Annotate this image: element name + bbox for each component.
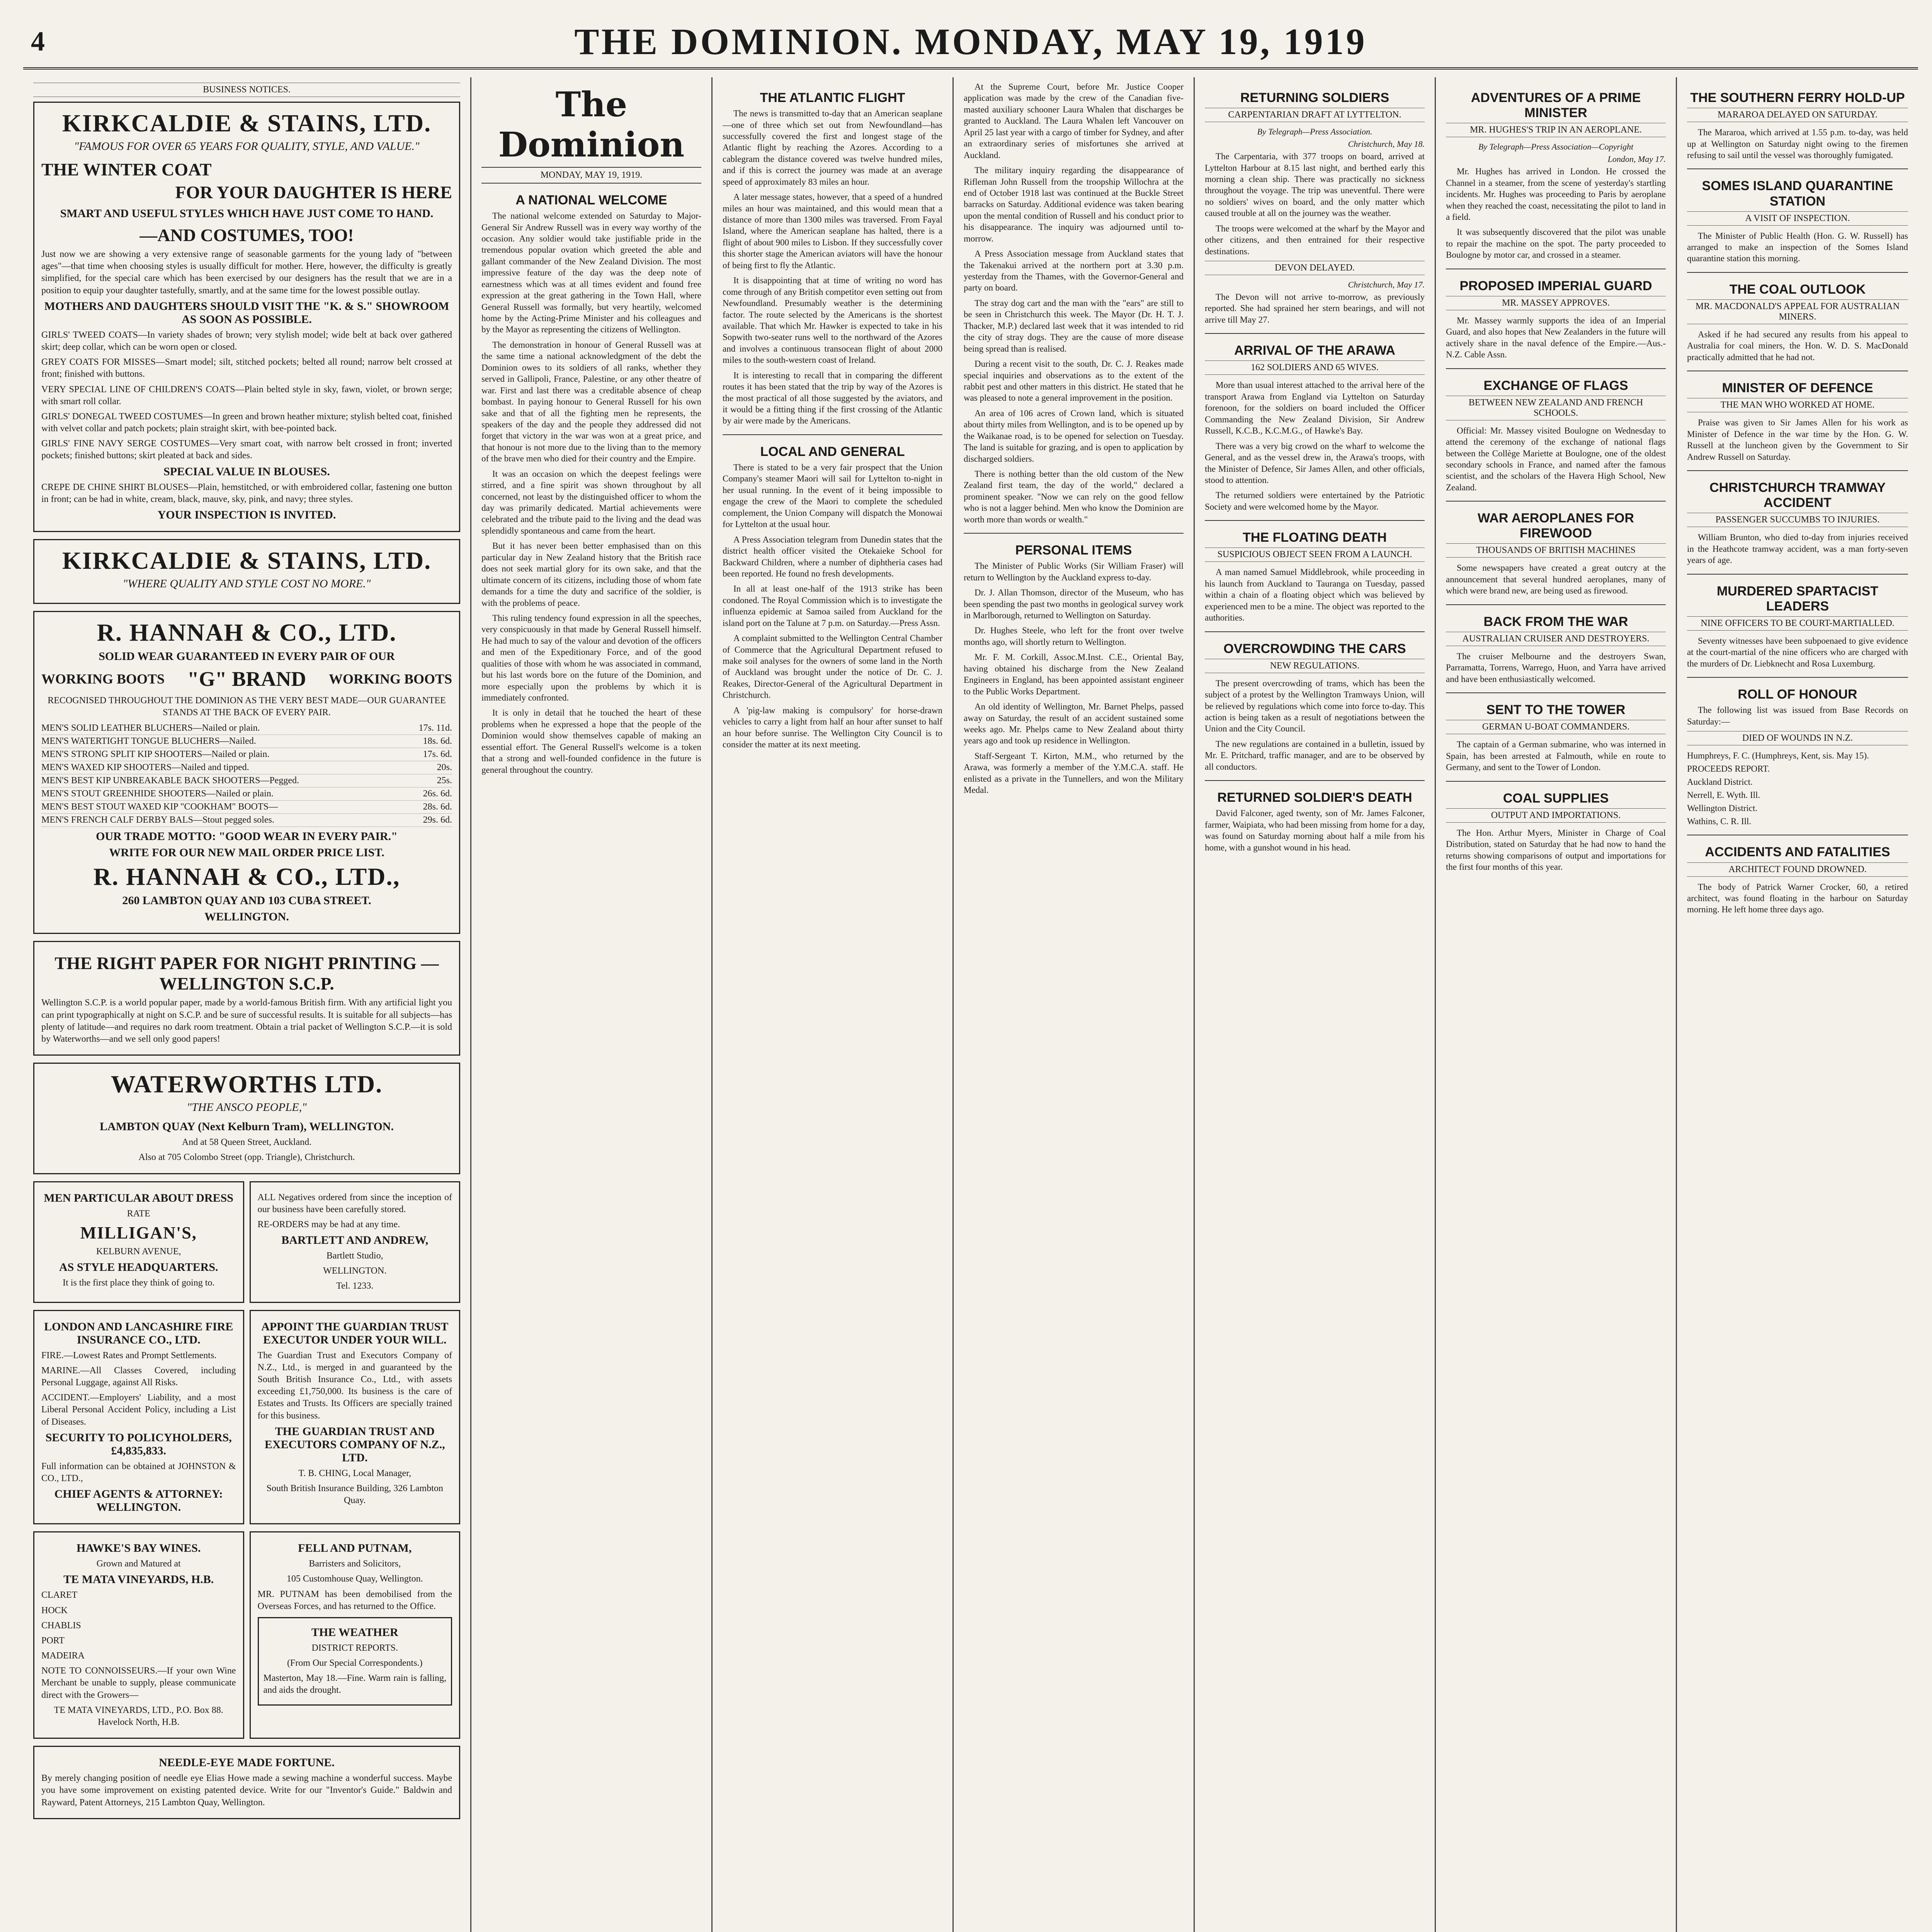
article-paragraph: Some newspapers have created a great outcry at the announcement that several hundred aeroplanes, many of which were brand new, are being used as firewood. xyxy=(1446,563,1666,596)
article-paragraph: David Falconer, aged twenty, son of Mr. James Falconer, farmer, Waipiata, who had been missing from home for a day, was found on Saturday morning about half a mile from his home, with a gunshot wound in his head. xyxy=(1205,808,1425,852)
ad-address: 260 LAMBTON QUAY AND 103 CUBA STREET. xyxy=(122,894,371,907)
price-row: MEN'S WAXED KIP SHOOTERS—Nailed and tipped. 20s. xyxy=(41,761,452,774)
price-row: MEN'S WATERTIGHT TONGUE BLUCHERS—Nailed. 18s. 6d. xyxy=(41,735,452,748)
article-paragraph: An old identity of Wellington, Mr. Barnet Phelps, passed away on Saturday, the result of an accident sustained some weeks ago. Mr. Phelps came to New Zealand about thirty years ago and took up residence in Wellington. xyxy=(964,702,1184,746)
article-subhead: 162 SOLDIERS AND 65 WIVES. xyxy=(1205,361,1425,375)
article-paragraph: The Minister of Public Health (Hon. G. W. Russell) has arranged to make an inspection of the Somes Island quarantine station this morning. xyxy=(1687,231,1908,264)
ad-copy: It is the first place they think of going to. xyxy=(63,1277,215,1288)
article-paragraph: The present overcrowding of trams, which has been the subject of a protest by the Wellington Tramways Union, will be relieved by regulations which come into force to-day. This action is being taken as a result of negotiations between the Union and the City Council. xyxy=(1205,678,1425,734)
ad-copy: MARINE.—All Classes Covered, including Personal Luggage, against All Risks. xyxy=(41,1365,236,1388)
editorial-paragraph: The demonstration in honour of General Russell was at the same time a national acknowledgment of the debt the Dominion owes to its soldiers of all ranks, whether they served in Gallipoli, France, Palestine, or any other theatre of war. First and last there was a creditable absence of cheap bombast. In paying honour to General Russell for his own sake and that of all the fighting men he represents, the speakers of the day and the people they addressed did not forget that victory in the war was won at a great price, and that honour is not more due to the living than to the memory of the brave men who died for their country and the Empire. xyxy=(481,340,701,464)
article-paragraph: Praise was given to Sir James Allen for his work as Minister of Defence in the war time by the Hon. G. W. Russell at the luncheon given by the Government to Sir Andrew Russell on Saturday. xyxy=(1687,418,1908,462)
ad-brand: R. HANNAH & CO., LTD. xyxy=(97,619,397,646)
page-number: 4 xyxy=(31,26,45,57)
hannah-boots-ad xyxy=(33,611,460,934)
list-item: Wellington District. xyxy=(1687,803,1758,813)
article-paragraph: The cruiser Melbourne and the destroyers Swan, Parramatta, Torrens, Warrego, Huon, and Yarra have arrived and have been enthusiastically welcomed. xyxy=(1446,651,1666,684)
article-paragraph: During a recent visit to the south, Dr. C. J. Reakes made special inquiries and observations as to the extent of the rabbit pest and other matters in this district. He stated that he was pleased to note a general improvement in the position. xyxy=(964,359,1184,403)
article-subhead: A VISIT OF INSPECTION. xyxy=(1687,211,1908,226)
article-subhead: DIED OF WOUNDS IN N.Z. xyxy=(1687,731,1908,745)
ad-item: CREPE DE CHINE SHIRT BLOUSES—Plain, hemstitched, or with embroidered collar, fastening one button in front; can be had in white, cream, black, mauve, sky, pink, and navy; three styles. xyxy=(41,482,452,504)
wine-item: MADEIRA xyxy=(41,1651,85,1661)
article-paragraph: A man named Samuel Middlebrook, while proceeding in his launch from Auckland to Tauranga on Tuesday, passed within a chain of a floating object which was believed by experienced men to be a mine. The object was reported to the authorities. xyxy=(1205,567,1425,623)
ad-address: And at 58 Queen Street, Auckland. xyxy=(182,1137,312,1148)
bartlett-ad xyxy=(250,1181,461,1303)
insurance-ad xyxy=(33,1310,244,1525)
advertisement-column xyxy=(23,77,471,1932)
wines-ad xyxy=(33,1531,244,1739)
article-paragraph: There was a very big crowd on the wharf to welcome the General, and as the vessel drew in, the Arawa's troops, with the Minister of Defence, Sir James Allen, and other officials, stood to attention. xyxy=(1205,441,1425,485)
price-row: MEN'S FRENCH CALF DERBY BALS—Stout pegged soles. 29s. 6d. xyxy=(41,814,452,827)
ad-tagline: "THE ANSCO PEOPLE," xyxy=(187,1101,307,1114)
article-paragraph: Staff-Sergeant T. Kirton, M.M., who returned by the Arawa, was formerly a member of the Y.M.C.A. staff. He enlisted as a private in the Tunnellers, and won the Military Medal. xyxy=(964,751,1184,795)
article-paragraph: A 'pig-law making is compulsory' for horse-drawn vehicles to carry a light from half an hour after sunset to half an hour before sunrise. The Wellington City Council is to consider the matter at its next meeting. xyxy=(723,705,942,750)
list-item: Humphreys, F. C. (Humphreys, Kent, sis. May 15). xyxy=(1687,751,1869,761)
price-row: MEN'S SOLID LEATHER BLUCHERS—Nailed or plain. 17s. 11d. xyxy=(41,722,452,735)
weather-box xyxy=(258,1617,452,1706)
ad-brand: WATERWORTHS LTD. xyxy=(111,1070,383,1098)
editorial-paragraph: But it has never been better emphasised than on this particular day in New Zealand history that the British race does not seek martial glory for its own sake, and that the ultimate concern of its citizens, including those of whom fate demands for a time the duty and sacrifice of the soldier, is with the problems of peace. xyxy=(481,541,701,608)
ad-address: South British Insurance Building, 326 Lambton Quay. xyxy=(266,1483,443,1506)
wine-item: CHABLIS xyxy=(41,1620,81,1631)
article-heading: SENT TO THE TOWER xyxy=(1486,702,1626,718)
article-paragraph: Seventy witnesses have been subpoenaed to give evidence at the court-martial of the nine officers who are charged with the murders of Dr. Liebknecht and Rosa Luxemburg. xyxy=(1687,636,1908,668)
weather-subhead: DISTRICT REPORTS. xyxy=(311,1643,398,1653)
article-heading: MINISTER OF DEFENCE xyxy=(1722,381,1873,396)
article-heading: CHRISTCHURCH TRAMWAY ACCIDENT xyxy=(1709,480,1886,510)
ad-notice: WRITE FOR OUR NEW MAIL ORDER PRICE LIST. xyxy=(109,846,384,859)
ad-item: GIRLS' FINE NAVY SERGE COSTUMES—Very smart coat, with narrow belt crossed in front; inverted pockets; finished buttons; skirt pleated at back and sides. xyxy=(41,439,452,461)
article-subhead: AUSTRALIAN CRUISER AND DESTROYERS. xyxy=(1446,632,1666,646)
article-paragraph: Mr. F. M. Corkill, Assoc.M.Inst. C.E., Oriental Bay, having obtained his discharge from the New Zealand Engineers in England, has been appointed assistant engineer to the Public Works Department. xyxy=(964,652,1184,696)
ad-phone: Tel. 1233. xyxy=(336,1281,374,1291)
news-column-7 xyxy=(1677,77,1918,1932)
article-subhead: THE MAN WHO WORKED AT HOME. xyxy=(1687,398,1908,412)
article-paragraph: Mr. Hughes has arrived in London. He crossed the Channel in a steamer, from the scene of yesterday's startling incidents. Mr. Hughes was proceeding to Paris by aeroplane when they reached the coast, necessitating the pilot to land in a field. xyxy=(1446,167,1666,222)
weather-report: Masterton, May 18.—Fine. Warm rain is falling, and aids the drought. xyxy=(263,1673,446,1696)
article-paragraph: There is nothing better than the old custom of the New Zealand first team, the day of the world," declared a prominent speaker. "Now we can rely on the good fellow who is not a lagger behind. Men who know the Dominion are worth more than words or wealth." xyxy=(964,469,1184,524)
editorial-column xyxy=(471,77,713,1932)
article-byline: By Telegraph—Press Association. xyxy=(1257,127,1372,137)
article-paragraph: Official: Mr. Massey visited Boulogne on Wednesday to attend the ceremony of the exchange of national flags between the Collège Mariette at Boulogne, one of the oldest secondary schools in France, and named after the famous scientist, and the scholars of the Havera High School, New Zealand. xyxy=(1446,425,1666,492)
milligan-ad xyxy=(33,1181,244,1303)
weather-heading: THE WEATHER xyxy=(311,1626,398,1639)
newspaper-title: THE DOMINION. MONDAY, MAY 19, 1919 xyxy=(574,20,1367,62)
article-paragraph: The Devon will not arrive to-morrow, as previously reported. She had sprained her stern bearings, and will not arrive till May 27. xyxy=(1205,292,1425,325)
columns xyxy=(23,77,1918,1932)
article-heading: THE ATLANTIC FLIGHT xyxy=(760,90,905,105)
article-paragraph: The Hon. Arthur Myers, Minister in Charge of Coal Distribution, stated on Saturday that he had now to hand the returns showing comparisons of output and importations for the first four months of this year. xyxy=(1446,828,1666,872)
article-heading: THE FLOATING DEATH xyxy=(1243,530,1387,545)
ad-address: 105 Customhouse Quay, Wellington. xyxy=(286,1574,423,1584)
article-subhead: MR. MASSEY APPROVES. xyxy=(1446,296,1666,310)
ad-subhead: SPECIAL VALUE IN BLOUSES. xyxy=(163,465,330,478)
ad-copy: Barristers and Solicitors, xyxy=(309,1559,401,1569)
ad-headline: THE WINTER COAT xyxy=(41,160,212,179)
news-column-5 xyxy=(1195,77,1436,1932)
ad-brand: KIRKCALDIE & STAINS, LTD. xyxy=(62,547,432,574)
masthead xyxy=(23,15,1918,70)
ad-brand: THE GUARDIAN TRUST AND EXECUTORS COMPANY OF N.Z., LTD. xyxy=(264,1425,445,1464)
guardian-trust-ad xyxy=(250,1310,461,1525)
article-heading: ACCIDENTS AND FATALITIES xyxy=(1705,845,1890,860)
article-subhead: OUTPUT AND IMPORTATIONS. xyxy=(1446,808,1666,823)
news-column-6 xyxy=(1436,77,1677,1932)
kirkcaldie-ad xyxy=(33,102,460,532)
ad-copy: CHIEF AGENTS & ATTORNEY: WELLINGTON. xyxy=(54,1488,223,1514)
needle-eye-ad xyxy=(33,1746,460,1819)
wine-item: HOCK xyxy=(41,1605,68,1616)
editorial-paragraph: This ruling tendency found expression in all the speeches, very conspicuously in that made by General Russell himself. He had much to say of the valour and devotion of the officers and men of the Expeditionary Force, and of the good qualities of those with whom he was associated in command, but his last words bore on the future of the Dominion, and more especially upon the problems by which it is immediately confronted. xyxy=(481,613,701,703)
article-subhead: MR. HUGHES'S TRIP IN AN AEROPLANE. xyxy=(1446,123,1666,137)
ad-brand: R. HANNAH & CO., LTD., xyxy=(93,863,400,891)
ad-copy: ALL Negatives ordered from since the inception of our business have been carefully stored. xyxy=(257,1192,452,1214)
ad-address: LAMBTON QUAY (Next Kelburn Tram), WELLINGTON. xyxy=(100,1120,394,1133)
ad-copy: Grown and Matured at xyxy=(96,1559,181,1569)
article-paragraph: Dr. J. Allan Thomson, director of the Museum, who has been spending the past two months in geological survey work in Marlborough, returned to Wellington on Saturday. xyxy=(964,588,1184,621)
ad-copy: By merely changing position of needle eye Elias Howe made a sewing machine a wonderful success. Maybe you have some improvement on existing patented device. Write for our "Inventor's Guide." Baldwin and Rayward, Patent Attorneys, 215 Lambton Quay, Wellington. xyxy=(41,1773,452,1808)
article-heading: OVERCROWDING THE CARS xyxy=(1223,641,1406,656)
editorial-date: MONDAY, MAY 19, 1919. xyxy=(481,167,701,184)
article-heading: COAL SUPPLIES xyxy=(1503,791,1609,806)
ad-address: Bartlett Studio, xyxy=(326,1251,383,1261)
wine-item: CLARET xyxy=(41,1590,78,1600)
article-subhead: PASSENGER SUCCUMBS TO INJURIES. xyxy=(1687,513,1908,527)
article-paragraph: The following list was issued from Base Records on Saturday:— xyxy=(1687,705,1908,726)
article-subhead: DEVON DELAYED. xyxy=(1205,261,1425,275)
article-subhead: SUSPICIOUS OBJECT SEEN FROM A LAUNCH. xyxy=(1205,548,1425,562)
ad-city: WELLINGTON. xyxy=(323,1266,387,1276)
ad-headline: MEN PARTICULAR ABOUT DRESS xyxy=(44,1191,233,1204)
ad-copy: Full information can be obtained at JOHNSTON & CO., LTD., xyxy=(41,1461,236,1483)
article-paragraph: The stray dog cart and the man with the "ears" are still to be seen in Christchurch this week. The Mayor (Dr. H. T. J. Thacker, M.P.) declared last week that it was intended to rid the city of stray dogs. They are the cause of more disease being spread than is realised. xyxy=(964,298,1184,354)
article-paragraph: A complaint submitted to the Wellington Central Chamber of Commerce that the Agricultural Department refused to make soil analyses for the owners of some land in the North of Auckland was brought under the notice of Dr. C. J. Reakes, Director-General of the Agricultural Department in Christchurch. xyxy=(723,633,942,700)
ad-motto: OUR TRADE MOTTO: "GOOD WEAR IN EVERY PAIR." xyxy=(96,830,398,843)
article-heading: THE COAL OUTLOOK xyxy=(1729,282,1866,297)
ad-tagline: "FAMOUS FOR OVER 65 YEARS FOR QUALITY, STYLE, AND VALUE." xyxy=(74,140,420,153)
article-heading: LOCAL AND GENERAL xyxy=(760,444,905,459)
article-paragraph: William Brunton, who died to-day from injuries received in the Heathcote tramway accident, was a man forty-seven years of age. xyxy=(1687,532,1908,565)
ad-copy: NOTE TO CONNOISSEURS.—If your own Wine Merchant be unable to supply, please communicate direct with the Growers— xyxy=(41,1666,236,1700)
article-paragraph: The captain of a German submarine, who was interned in Spain, has been arrested at Falmouth, while en route to Germany, and sent to the Tower of London. xyxy=(1446,740,1666,772)
ad-item: GREY COATS FOR MISSES—Smart model; silt, stitched pockets; belted all round; narrow belt crossed at front; finished with buttons. xyxy=(41,357,452,379)
ad-address: TE MATA VINEYARDS, LTD., P.O. Box 88. Havelock North, H.B. xyxy=(54,1705,223,1727)
article-paragraph: The troops were welcomed at the wharf by the Mayor and other citizens, and then entrained for their respective destinations. xyxy=(1205,223,1425,256)
ad-brand: FELL AND PUTNAM, xyxy=(298,1542,412,1555)
ad-subhead: SMART AND USEFUL STYLES WHICH HAVE JUST COME TO HAND. xyxy=(60,207,434,220)
ad-copy: RATE xyxy=(127,1208,150,1219)
editorial-paragraph: It is only in detail that he touched the heart of these problems when he expressed a hope that the people of the Dominion would show themselves capable of making an essential effort. The General Russell's welcome is a token that a strong and well-founded confidence in the future is general throughout the country. xyxy=(481,708,701,775)
ad-headline: LONDON AND LANCASHIRE FIRE INSURANCE CO., LTD. xyxy=(44,1320,233,1346)
list-item: Nerrell, E. Wyth. Ill. xyxy=(1687,790,1760,800)
boots-right: WORKING BOOTS xyxy=(328,671,452,687)
article-paragraph: It is disappointing that at time of writing no word has come through of any British competitor even setting out from Newfoundland. Presumably weather is the determining factor. The route selected by the Americans is the shortest available. That which Mr. Hawker is expected to take in his Sopwith two-seater runs well to the northward of the Azores and involves a continuous transocean flight of about 2000 miles to the south-western coast of Ireland. xyxy=(723,276,942,365)
article-paragraph: A later message states, however, that a speed of a hundred miles an hour was maintained, and this would mean that a distance of more than 1300 miles was traversed. From Fayal Island, where the American seaplane has halted, there is a flight of about 900 miles to Lisbon. If they successfully cover this shorter stage the American aviators will have the honour of being first to fly the Atlantic. xyxy=(723,192,942,270)
article-subhead: GERMAN U-BOAT COMMANDERS. xyxy=(1446,720,1666,734)
article-paragraph: In all at least one-half of the 1913 strike has been condoned. The Royal Commission which is to investigate the influenza epidemic at Samoa sailed from Auckland for the island port on the Talune at 7 p.m. on Saturday.—Press Assn. xyxy=(723,584,942,628)
article-dateline: Christchurch, May 18. xyxy=(1348,139,1425,149)
article-heading: ARRIVAL OF THE ARAWA xyxy=(1234,343,1395,358)
list-item: Auckland District. xyxy=(1687,777,1753,787)
article-paragraph: There is stated to be a very fair prospect that the Union Company's steamer Maori will sail for Lyttelton to-night in her usual running. In the event of it being impossible to engage the crew of the Maori to complete the scheduled complement, the Union Company will dispatch the Monowai for Lyttelton at the usual hour. xyxy=(723,463,942,529)
ad-address: KELBURN AVENUE, xyxy=(96,1246,181,1257)
newspaper-page xyxy=(23,15,1918,1932)
article-dateline: Christchurch, May 17. xyxy=(1348,280,1425,290)
list-item: PROCEEDS REPORT. xyxy=(1687,764,1770,774)
article-subhead: MARAROA DELAYED ON SATURDAY. xyxy=(1687,108,1908,122)
article-dateline: London, May 17. xyxy=(1607,154,1666,164)
article-heading: PERSONAL ITEMS xyxy=(1015,543,1132,558)
fell-putnam-ad xyxy=(250,1531,461,1739)
article-paragraph: It was subsequently discovered that the pilot was unable to repair the machine on the spot. The party proceeded to Boulogne by motor car, and crossed in a steamer. xyxy=(1446,227,1666,260)
ad-copy: RE-ORDERS may be had at any time. xyxy=(257,1219,400,1230)
article-heading: ADVENTURES OF A PRIME MINISTER xyxy=(1471,90,1641,121)
price-row: MEN'S BEST STOUT WAXED KIP "COOKHAM" BOOTS— 28s. 6d. xyxy=(41,801,452,814)
article-subhead: ARCHITECT FOUND DROWNED. xyxy=(1687,862,1908,877)
insurance-row xyxy=(33,1310,460,1532)
article-paragraph: The body of Patrick Warner Crocker, 60, a retired architect, was found floating in the harbour on Saturday morning. He left home three days ago. xyxy=(1687,882,1908,915)
editorial-paragraph: The national welcome extended on Saturday to Major-General Sir Andrew Russell was in every way worthy of the occasion. Any soldier would take justifiable pride in the tremendous popular ovation which greeted the able and gallant commander of the New Zealand Division. The most impressive feature of the day was the deep note of earnestness which was at all times evident and found free expression at the great gathering in the Town Hall, where General Russell was formally, but very heartily, welcomed home by the Acting-Prime Minister and his colleagues and by the Mayor as representing the citizens of Wellington. xyxy=(481,211,701,335)
ad-copy: The Guardian Trust and Executors Company of N.Z., Ltd., is merged in and guaranteed by the South British Insurance Co., Ltd., with assets exceeding £1,750,000. Its business is the care of Estates and Trusts. Its Officers are specially trained for this business. xyxy=(257,1350,452,1421)
article-heading: RETURNED SOLDIER'S DEATH xyxy=(1217,790,1412,805)
article-paragraph: The Mararoa, which arrived at 1.55 p.m. to-day, was held up at Wellington on Saturday night owing to the firemen refusing to sail until the vessel was thoroughly fumigated. xyxy=(1687,128,1908,160)
ad-item: GIRLS' TWEED COATS—In variety shades of brown; very stylish model; wide belt at back over gathered skirt; deep collar, which can be worn open or closed. xyxy=(41,330,452,352)
ad-copy: Just now we are showing a very extensive range of seasonable garments for the young lady of "between ages"—that time when choosing styles is usually difficult for mother. Here, however, the difficulty is greatly simplified, for the special care which has been exercised by our designers has the result that we are in a position to equip your daughter tastefully, smartly, and at the same time for the lowest possible outlay. xyxy=(41,249,452,296)
wines-row xyxy=(33,1531,460,1746)
ad-headline: THE RIGHT PAPER FOR NIGHT PRINTING —WELLINGTON S.C.P. xyxy=(54,953,439,994)
photo-paper-ad xyxy=(33,941,460,1056)
article-paragraph: The Minister of Public Works (Sir William Fraser) will return to Wellington by the Auckland express to-day. xyxy=(964,561,1184,582)
article-paragraph: The Carpentaria, with 377 troops on board, arrived at Lyttelton Harbour at 8.15 last night, and berthed early this morning a clean ship. There was practically no sickness throughout the voyage. The trip was uneventful. There were no soldiers' wives on board, and the only matter which caused trouble at all on the journey was the weather. xyxy=(1205,151,1425,218)
ad-tagline: "WHERE QUALITY AND STYLE COST NO MORE." xyxy=(122,577,371,590)
article-subhead: THOUSANDS OF BRITISH MACHINES xyxy=(1446,543,1666,558)
article-paragraph: The new regulations are contained in a bulletin, issued by Mr. E. Pritchard, traffic manager, and are to be observed by all conductors. xyxy=(1205,739,1425,772)
article-paragraph: It is interesting to recall that in comparing the different routes it has been stated that the trip by way of the Azores is the most practical of all those suggested by the aviators, and it would be a fitting thing if the first crossing of the Atlantic by air were made by the Americans. xyxy=(723,370,942,426)
ad-copy: FIRE.—Lowest Rates and Prompt Settlements. xyxy=(41,1350,217,1361)
article-paragraph: An area of 106 acres of Crown land, which is situated about thirty miles from Wellington, and is to be opened up by the Waikanae road, is to be opened for selection on Tuesday. The land is suitable for grazing, and is open to application by discharged soldiers. xyxy=(964,408,1184,464)
ad-copy: SECURITY TO POLICYHOLDERS, £4,835,833. xyxy=(45,1431,232,1457)
article-paragraph: A Press Association telegram from Dunedin states that the district health officer visited the Otekaieke School for Backward Children, where a number of diphtheria cases had been reported. He found no fresh developments. xyxy=(723,534,942,578)
ad-headline: —AND COSTUMES, TOO! xyxy=(139,225,354,245)
article-paragraph: At the Supreme Court, before Mr. Justice Cooper application was made by the crew of the Canadian five-masted auxiliary schooner Laura Whalen that discharges be granted to Auckland. The Laura Whalen left Vancouver on April 25 last year with a cargo of timber for Sydney, and after an extraordinary series of misfortunes she arrived at Auckland. xyxy=(964,82,1184,160)
ad-copy: ACCIDENT.—Employers' Liability, and a most Liberal Personal Accident Policy, including a List of Diseases. xyxy=(41,1393,236,1427)
g-brand: "G" BRAND xyxy=(187,667,306,690)
price-row: MEN'S STOUT GREENHIDE SHOOTERS—Nailed or plain. 26s. 6d. xyxy=(41,787,452,801)
article-heading: SOMES ISLAND QUARANTINE STATION xyxy=(1702,179,1893,209)
article-heading: THE SOUTHERN FERRY HOLD-UP xyxy=(1690,90,1905,105)
article-heading: RETURNING SOLDIERS xyxy=(1240,90,1389,105)
article-paragraph: Dr. Hughes Steele, who left for the front over twelve months ago, will shortly return to Wellington. xyxy=(964,626,1184,647)
article-paragraph: Asked if he had secured any results from his appeal to Australia for coal miners, the Hon. W. D. S. MacDonald practically admitted that he had not. xyxy=(1687,330,1908,362)
price-row: MEN'S BEST KIP UNBREAKABLE BACK SHOOTERS—Pegged. 25s. xyxy=(41,774,452,787)
ad-headline: APPOINT THE GUARDIAN TRUST EXECUTOR UNDER YOUR WILL. xyxy=(261,1320,449,1346)
price-row: MEN'S STRONG SPLIT KIP SHOOTERS—Nailed or plain. 17s. 6d. xyxy=(41,748,452,761)
ad-brand: KIRKCALDIE & STAINS, LTD. xyxy=(62,109,432,137)
ad-address: Also at 705 Colombo Street (opp. Triangle), Christchurch. xyxy=(138,1152,355,1163)
article-heading: BACK FROM THE WAR xyxy=(1483,614,1628,629)
boots-left: WORKING BOOTS xyxy=(41,671,165,687)
ad-headline: FOR YOUR DAUGHTER IS HERE xyxy=(175,182,452,202)
ad-copy: Wellington S.C.P. is a world popular paper, made by a world-famous British firm. With any artificial light you can print typographically at night on S.C.P. and be sure of successful results. It is suitable for all subjects—has plenty of latitude—and requires no dark room treatment. Obtain a trial packet of Wellington S.C.P.—it is sold by Waterworths—and we sell only good papers! xyxy=(41,998,452,1044)
article-byline: By Telegraph—Press Association—Copyright xyxy=(1478,142,1634,152)
waterworths-ad xyxy=(33,1063,460,1174)
kirkcaldie-ad-footer xyxy=(33,539,460,604)
ad-copy: T. B. CHING, Local Manager, xyxy=(298,1468,412,1478)
list-item: Wathins, C. R. Ill. xyxy=(1687,816,1752,826)
ad-brand: TE MATA VINEYARDS, H.B. xyxy=(63,1573,214,1586)
article-heading: MURDERED SPARTACIST LEADERS xyxy=(1716,583,1879,614)
ad-item: GIRLS' DONEGAL TWEED COSTUMES—In green and brown heather mixture; stylish belted coat, finished with velvet collar and patch pockets; plain straight skirt, with bee-pointed back. xyxy=(41,411,452,434)
article-subhead: NINE OFFICERS TO BE COURT-MARTIALLED. xyxy=(1687,616,1908,631)
paper-nameplate: The Dominion xyxy=(498,84,685,165)
article-paragraph: More than usual interest attached to the arrival here of the transport Arawa from England via Lyttelton on Saturday forenoon, for the soldiers on board included the Officer Commanding the New Zealand Division, Sir Andrew Russell, K.C.B., K.C.M.G., of Hawke's Bay. xyxy=(1205,380,1425,436)
business-notices-heading: BUSINESS NOTICES. xyxy=(33,83,460,97)
article-subhead: CARPENTARIAN DRAFT AT LYTTELTON. xyxy=(1205,108,1425,122)
article-subhead: NEW REGULATIONS. xyxy=(1205,659,1425,673)
ad-item: VERY SPECIAL LINE OF CHILDREN'S COATS—Plain belted style in sky, fawn, violet, or brown serge; with smart roll collar. xyxy=(41,384,452,406)
small-ads-row xyxy=(33,1181,460,1310)
article-paragraph: The returned soldiers were entertained by the Patriotic Society and were welcomed home by the Mayor. xyxy=(1205,490,1425,512)
ad-notice: MOTHERS AND DAUGHTERS SHOULD VISIT THE "K. & S." SHOWROOM AS SOON AS POSSIBLE. xyxy=(44,299,449,326)
ad-brand: MILLIGAN'S, xyxy=(80,1223,197,1242)
ad-headline: NEEDLE-EYE MADE FORTUNE. xyxy=(159,1756,335,1769)
article-subhead: BETWEEN NEW ZEALAND AND FRENCH SCHOOLS. xyxy=(1446,396,1666,420)
news-column-3 xyxy=(713,77,954,1932)
ad-headline: HAWKE'S BAY WINES. xyxy=(76,1542,201,1555)
article-heading: EXCHANGE OF FLAGS xyxy=(1483,378,1628,393)
article-paragraph: The military inquiry regarding the disappearance of Rifleman John Russell from the troopship Willochra at the end of October 1918 last was continued at the Buckle Street barracks on Saturday. Additional evidence was taken bearing upon the mental condition of Russell and his conduct prior to his disappearance. The inquiry was adjourned until to-morrow. xyxy=(964,165,1184,243)
article-paragraph: The news is transmitted to-day that an American seaplane—one of three which set out from Newfoundland—has successfully covered the first and longest stage of the Atlantic flight by reaching the Azores. According to a cablegram the distance covered was twelve hundred miles, and if this is correct the journey was made at an average speed of approximately 83 miles an hour. xyxy=(723,109,942,187)
ad-brand: BARTLETT AND ANDREW, xyxy=(281,1234,429,1247)
wine-item: PORT xyxy=(41,1635,65,1646)
editorial-paragraph: It was an occasion on which the deepest feelings were stirred, and a fine spirit was shown throughout by all concerned, not least by the distinguished officer to whom the day was primarily dedicated. Martial achievements were celebrated and the tribute paid to the living and the dead was splendidly spontaneous and came from the heart. xyxy=(481,469,701,536)
boots-heading xyxy=(41,667,452,691)
article-heading: ROLL OF HONOUR xyxy=(1738,687,1857,702)
weather-byline: (From Our Special Correspondents.) xyxy=(287,1658,423,1668)
ad-copy: AS STYLE HEADQUARTERS. xyxy=(59,1260,218,1274)
ad-subhead: SOLID WEAR GUARANTEED IN EVERY PAIR OF OUR xyxy=(99,650,395,663)
article-heading: WAR AEROPLANES FOR FIREWOOD xyxy=(1478,511,1634,541)
editorial-heading: A NATIONAL WELCOME xyxy=(515,193,667,207)
article-paragraph: A Press Association message from Auckland states that the Takenakui arrived at the northern port at 3.30 p.m. yesterday from the Thames, with the Governor-General and party on board. xyxy=(964,249,1184,293)
news-column-4 xyxy=(954,77,1195,1932)
article-heading: PROPOSED IMPERIAL GUARD xyxy=(1459,278,1652,293)
article-subhead: MR. MACDONALD'S APPEAL FOR AUSTRALIAN MINERS. xyxy=(1687,299,1908,324)
ad-city: WELLINGTON. xyxy=(204,910,289,923)
ad-notice: YOUR INSPECTION IS INVITED. xyxy=(157,509,336,521)
article-paragraph: Mr. Massey warmly supports the idea of an Imperial Guard, and also hopes that New Zealanders in the future will actively share in the naval defence of the Empire.—Aus.-N.Z. Cable Assn. xyxy=(1446,315,1666,360)
ad-copy: RECOGNISED THROUGHOUT THE DOMINION AS THE VERY BEST MADE—OUR GUARANTEE STANDS AT THE BACK OF EVERY PAIR. xyxy=(48,696,446,718)
ad-copy: MR. PUTNAM has been demobilised from the Overseas Forces, and has returned to the Office. xyxy=(257,1589,452,1611)
